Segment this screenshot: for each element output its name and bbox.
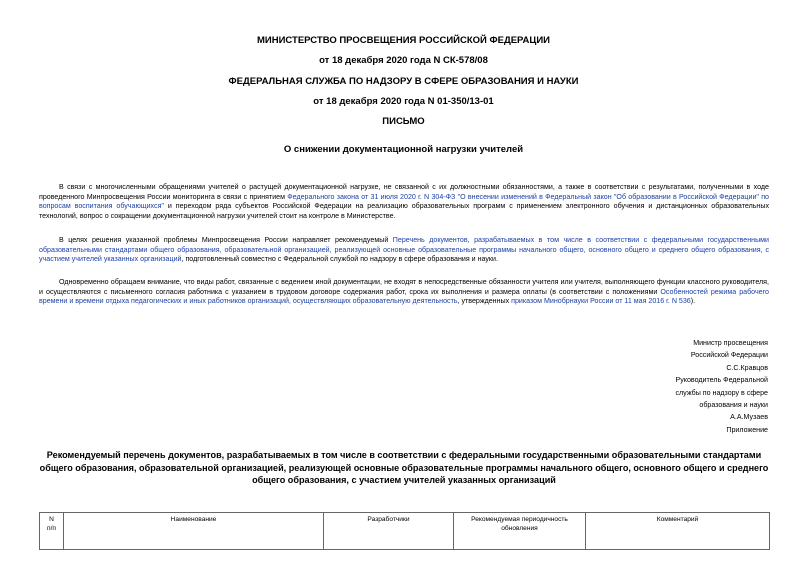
column-header-comments: Комментарий <box>586 513 770 550</box>
work-time-features-link[interactable]: Особенностей режима рабочего времени и времени отдыха педагогических и иных работников организаций, осуществляющих образовательную деятельность <box>39 287 769 305</box>
signature-line: Руководитель Федеральной <box>675 376 768 385</box>
document-subject: О снижении документационной нагрузки учителей <box>283 144 524 155</box>
paragraph-3-text-c: ). <box>690 297 696 305</box>
paragraph-3-text-b: , утвержденных <box>457 297 512 305</box>
ministry-doc-date: от 18 декабря 2020 года N СК-578/08 <box>319 55 488 66</box>
paragraph-2-text-b: , подготовленный совместно с Федеральной службой по надзору в сфере образования и науки. <box>181 255 498 263</box>
order-536-link[interactable]: приказом Минобрнауки России от 11 мая 2016 г. N 536 <box>511 297 691 305</box>
signature-line: А.А.Музаев <box>730 413 768 422</box>
service-name: ФЕДЕРАЛЬНАЯ СЛУЖБА ПО НАДЗОРУ В СФЕРЕ ОБРАЗОВАНИЯ И НАУКИ <box>228 76 579 87</box>
column-header-number <box>40 513 64 550</box>
signature-line: С.С.Кравцов <box>726 363 768 372</box>
signature-line: Приложение <box>726 425 768 434</box>
document-type: ПИСЬМО <box>382 116 425 127</box>
paragraph-2-text-a: В целях решения указанной проблемы Минпросвещения России направляет рекомендуемый <box>59 236 393 244</box>
paragraph-3-text-a: Одновременно обращаем внимание, что виды работ, связанные с ведением иной документации, не входят в непосредственные обязанности учителя или учителя, выполняющего функции классного руководителя, и осуществляются с письменного согласия работника с указанием в трудовом договоре содержания работ, срока их выполнения и размера оплаты (в соответствии с положениями <box>39 278 769 296</box>
paragraph-1-text-a: В связи с многочисленными обращениями учителей о растущей документационной нагрузке, не связанной с их должностными обязанностями, а также в соответствии с результатами, полученными в ходе проведенного Минпросвещения России мониторинга в связи с принятием <box>39 183 769 201</box>
paragraph-1-text-b: и переходом ряда субъектов Российской Федерации на реализацию образовательных программ с применением электронного обучения и дистанционных образовательных технологий, вопрос о сокращении документационной нагрузки учителей стоит на контроле в Министерстве. <box>39 202 769 220</box>
document-list-link[interactable]: Перечень документов, разрабатываемых в том числе в соответствии с федеральными государственными образовательными стандартами общего образования, образовательной организацией, реализующей основные образовательные программы начального общего, основного общего и среднего общего образования, с участием учителей указанных организаций <box>39 236 770 263</box>
paragraph-1 <box>39 183 769 221</box>
column-header-developers: Разработчики <box>324 513 454 550</box>
column-header-name: Наименование <box>64 513 324 550</box>
column-header-frequency: Рекомендуемая периодичность обновления <box>454 513 586 550</box>
paragraph-2 <box>39 236 769 265</box>
signature-line: службы по надзору в сфере <box>675 388 768 397</box>
column-header-number-line2: п/п <box>47 525 56 532</box>
signature-line: образования и науки <box>699 401 768 410</box>
signature-block <box>648 337 768 436</box>
signature-line: Российской Федерации <box>690 351 768 360</box>
column-header-number-line1: N <box>49 516 54 523</box>
table-header-row <box>40 513 770 550</box>
ministry-name: МИНИСТЕРСТВО ПРОСВЕЩЕНИЯ РОССИЙСКОЙ ФЕДЕРАЦИИ <box>256 35 551 46</box>
appendix-title: Рекомендуемый перечень документов, разрабатываемых в том числе в соответствии с федеральными государственными образовательными стандартами общего образования, образовательной организацией, реализующей основные образовательные программы начального общего, основного общего и среднего общего образования, с участием учителей указанных организаций <box>39 450 769 485</box>
service-doc-date: от 18 декабря 2020 года N 01-350/13-01 <box>313 96 494 107</box>
federal-law-link[interactable]: Федерального закона от 31 июля 2020 г. N 304-ФЗ "О внесении изменений в Федеральный закон "Об образовании в Российской Федерации" по вопросам воспитания обучающихся" <box>39 192 769 210</box>
document-list-table <box>39 512 770 550</box>
paragraph-3 <box>39 278 769 307</box>
signature-line: Министр просвещения <box>693 339 768 347</box>
